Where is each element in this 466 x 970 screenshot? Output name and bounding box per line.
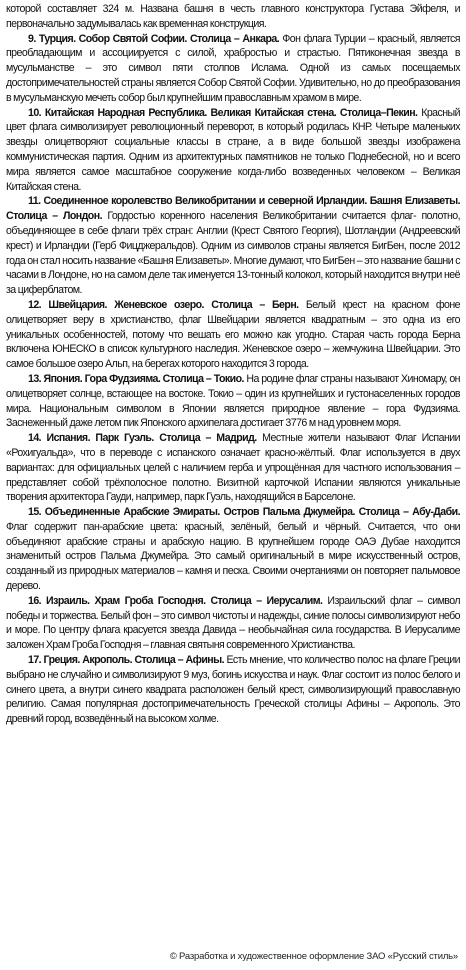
item-13-paragraph xyxy=(6,372,460,431)
item-14-text: Местные жители называют Флаг Испании «Рохигуальда», что в переводе с испанского означает красно-жёлтый. Флаг используется в двух вариантах: для официальных целей с наличием герба и упрощённая для частного использования – представляет собой трёхполосное полотно. Визитной карточкой Испании являются уникальные творения архитектора Гауди, например, парк Гуэль, находящийся в Барселоне. xyxy=(6,432,460,504)
item-14-heading: 14. Испания. Парк Гуэль. Столица – Мадрид. xyxy=(28,432,257,445)
intro-paragraph: которой составляет 324 м. Названа башня в честь главного конструктора Густава Эйфеля, и первоначально задумывалась как временная конструкция. xyxy=(6,3,460,30)
item-13-text: На родине флаг страны называют Хиномару, он олицетворяет солнце, встающее на востоке. Токио – один из крупнейших и густонаселенных городов мира. Национальным символом в Японии является природное явление – гора Фудзияма. Заснеженный даже летом пик Японского архипелага достигает 3776 м над уровнем моря. xyxy=(6,372,460,430)
item-10-text: Красный цвет флага символизирует революционный переворот, в который родилась КНР. Четыре маленьких звезды олицетворяют социальные классы в стране, а в виде большой звезды изображена коммунистическая партия. Одним из архитектурных памятников не только Поднебесной, но и всего мира является самое масштабное сооружение когда-либо возведенных человеком – Великая Китайская стена. xyxy=(6,106,460,193)
item-11-text: Гордостью коренного населения Великобритании считается флаг- полотно, объединяющее в себе флаги трёх стран: Англии (Крест Святого Георгия), Шотландии (Андреевский крест) и Ирландии (Герб Фицджеральдов). Одним из символов страны является БигБен, после 2012 года он стал носить название «Башня Елизаветы». Многие думают, что БигБен – это название башни с часами в Лондоне, но на самом деле так именуется 13-тонный колокол, который находится внутри неё за циферблатом. xyxy=(6,210,460,297)
item-11-paragraph xyxy=(6,194,460,298)
item-17-text: Есть мнение, что количество полос на флаге Греции выбрано не случайно и символизируют 9 муз, богинь искусства и наук. Флаг состоит из полос белого и синего цвета, а внутри синего квадрата расположен белый крест, символизирующий православную религию. Самая популярная достопримечательность Греческой столицы Афины – Акрополь. Это древний город, возведённый на высоком холме. xyxy=(6,654,460,726)
item-15-text: Флаг содержит пан-арабские цвета: красный, зелёный, белый и чёрный. Считается, что они объединяют арабские страны и арабскую нацию. В крупнейшем городе ОАЭ Дубае находится знаменитый остров Пальма Джумейра. Это самый оригинальный в мире искусственный остров, созданный из природных материалов – камня и песка. Своими очертаниями он повторяет пальмовое дерево. xyxy=(6,520,460,593)
item-9-text: Фон флага Турции – красный, является преобладающим и ассоциируется с силой, храбростью и страстью. Пятиконечная звезда в мусульманстве – это символ пяти столпов Ислама. Одной из самых посещаемых достопримечательностей страны является Собор Святой Софии. Удивительно, но до преобразования в мусульманскую мечеть собор был крупнейшим православным храмом в мире. xyxy=(6,32,460,104)
item-16-heading: 16. Израиль. Храм Гроба Господня. Столица – Иерусалим. xyxy=(28,594,323,607)
item-15-heading: 15. Объединенные Арабские Эмираты. Остров Пальма Джумейра. Столица – Абу-Даби. xyxy=(28,506,460,519)
item-14-paragraph xyxy=(6,431,460,505)
item-9-paragraph xyxy=(6,32,460,106)
item-10-paragraph xyxy=(6,106,460,195)
item-9-heading: 9. Турция. Собор Святой Софии. Столица – Анкара. xyxy=(28,32,280,45)
item-12-text: Белый крест на красном фоне олицетворяет веру в христианство, флаг Швейцарии является квадратным – это одна из его уникальных особенностей, потому что вешать его можно как угодно. Старая часть города Берна включена ЮНЕСКО в список культурного наследия. Женевское озеро – жемчужина Швейцарии. Это самое большое озеро Альп, на берегах которого находится 3 города. xyxy=(6,298,460,371)
item-13-heading: 13. Япония. Гора Фудзияма. Столица – Токио. xyxy=(28,372,244,385)
copyright-footer: © Разработка и художественное оформление ЗАО «Русский стиль» xyxy=(169,951,458,962)
item-17-paragraph xyxy=(6,653,460,727)
item-17-heading: 17. Греция. Акрополь. Столица – Афины. xyxy=(28,654,225,667)
item-10-heading: 10. Китайская Народная Республика. Великая Китайская стена. Столица–Пекин. xyxy=(28,106,418,119)
item-12-paragraph xyxy=(6,298,460,372)
item-16-paragraph xyxy=(6,594,460,653)
item-15-paragraph xyxy=(6,505,460,594)
item-11-heading: 11. Соединенное королевство Великобритании и северной Ирландии. Башня Елизаветы. Столица – Лондон. xyxy=(6,195,460,223)
item-16-text: Израильский флаг – символ победы и торжества. Белый фон – это символ чистоты и надежды, синие полосы символизируют небо и море. По центру флага красуется звезда Давида – необычайная сила государства. В Иерусалиме заложен Храм Гроба Господня – главная святыня современного Христианства. xyxy=(6,594,460,652)
item-12-heading: 12. Швейцария. Женевское озеро. Столица – Берн. xyxy=(28,298,299,311)
